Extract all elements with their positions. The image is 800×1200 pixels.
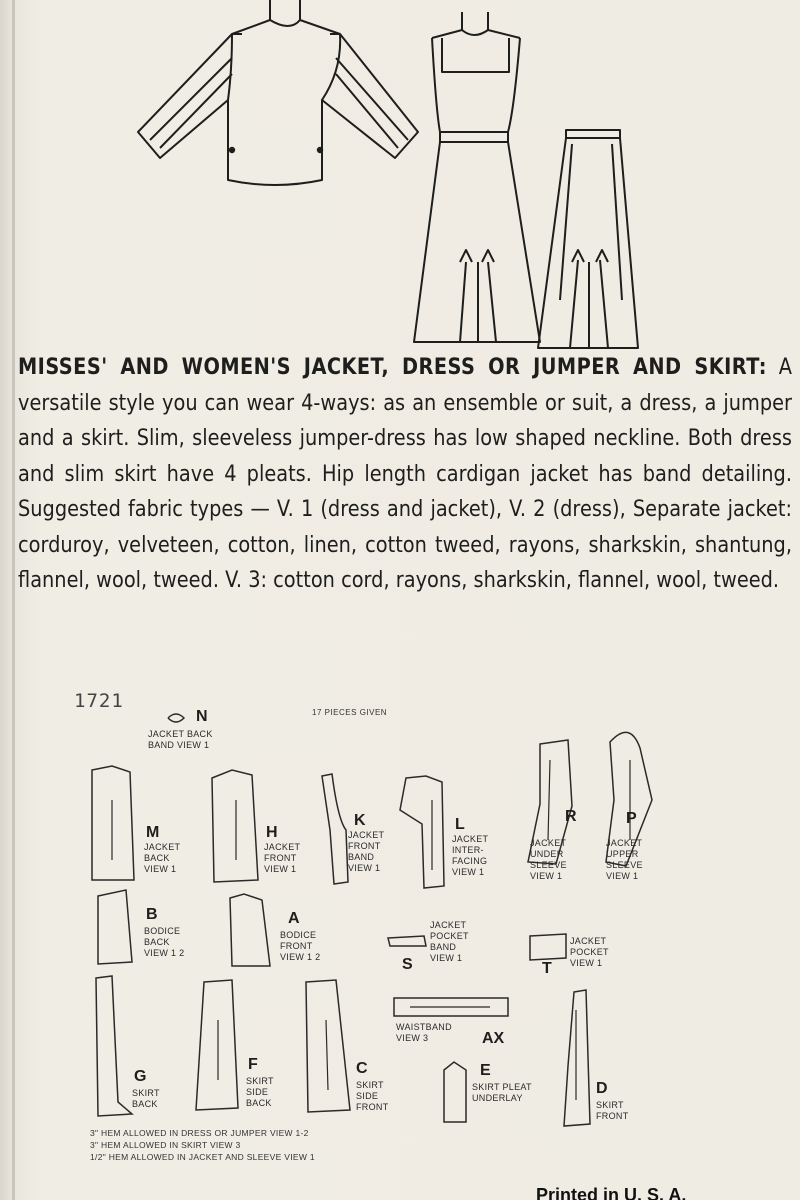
- piece-letter-p: P: [626, 810, 637, 827]
- piece-s-shape: [388, 936, 426, 946]
- piece-letter-f: F: [248, 1056, 258, 1073]
- piece-letter-ax: AX: [482, 1030, 505, 1047]
- piece-letter-m: M: [146, 824, 160, 841]
- piece-letter-l: L: [455, 816, 465, 833]
- piece-caption-c: SKIRT SIDE FRONT: [356, 1080, 389, 1112]
- piece-letter-s: S: [402, 956, 413, 973]
- hem-notes: [90, 1127, 315, 1163]
- piece-letter-g: G: [134, 1068, 147, 1085]
- pattern-description: [18, 350, 792, 599]
- piece-b-shape: [98, 890, 132, 964]
- piece-f-shape: [196, 980, 238, 1110]
- piece-caption-s: JACKET POCKET BAND VIEW 1: [430, 920, 469, 963]
- hem-note: 3" HEM ALLOWED IN SKIRT VIEW 3: [90, 1140, 241, 1150]
- piece-d-shape: [564, 990, 590, 1126]
- piece-caption-m: JACKET BACK VIEW 1: [144, 842, 181, 874]
- piece-caption-k: JACKET FRONT BAND VIEW 1: [348, 830, 385, 873]
- printed-in-footer: Printed in U. S. A.: [536, 1185, 687, 1200]
- piece-caption-p: JACKET UPPER SLEEVE VIEW 1: [606, 838, 643, 881]
- piece-l-shape: [400, 776, 444, 888]
- jacket-back-drawing: [138, 0, 418, 185]
- description-body: A versatile style you can wear 4-ways: as an ensemble or suit, a dress, a jumper and a skirt. Slim, sleeveless jumper-dress has low shaped neckline. Both dress and slim skirt have 4 pleats. Hip length cardigan jacket has band detailing. Suggested fabric types — V. 1 (dress and jacket), V. 2 (dress), Separate jacket: corduroy, velveteen, cotton, linen, cotton tweed, rayons, sharkskin, shantung, flannel, wool, tweed. V. 3: cotton cord, rayons, sharkskin, flannel, wool, tweed.: [18, 354, 793, 593]
- hem-note: 3" HEM ALLOWED IN DRESS OR JUMPER VIEW 1-2: [90, 1128, 309, 1138]
- piece-letter-n: N: [196, 708, 208, 725]
- garment-illustrations: [0, 0, 800, 360]
- piece-e-shape: [444, 1062, 466, 1122]
- piece-n-shape: [168, 714, 184, 722]
- piece-caption-ax: WAISTBAND VIEW 3: [396, 1022, 452, 1043]
- piece-caption-n: JACKET BACK BAND VIEW 1: [148, 729, 213, 750]
- piece-caption-g: SKIRT BACK: [132, 1088, 160, 1109]
- piece-letter-t: T: [542, 960, 552, 977]
- piece-caption-t: JACKET POCKET VIEW 1: [570, 936, 609, 968]
- pattern-piece-diagram: [0, 700, 800, 1180]
- piece-h-shape: [212, 770, 258, 882]
- skirt-drawing: [538, 130, 638, 348]
- piece-letter-h: H: [266, 824, 278, 841]
- pieces-given-count: 17 PIECES GIVEN: [312, 708, 388, 717]
- piece-caption-e: SKIRT PLEAT UNDERLAY: [472, 1082, 532, 1103]
- piece-letter-k: K: [354, 812, 366, 829]
- piece-letter-e: E: [480, 1062, 491, 1079]
- piece-caption-l: JACKET INTER-FACING VIEW 1: [452, 834, 489, 877]
- piece-m-shape: [92, 766, 134, 880]
- description-heading: MISSES' AND WOMEN'S JACKET, DRESS OR JUMPER AND SKIRT:: [18, 354, 767, 380]
- piece-caption-d: SKIRT FRONT: [596, 1100, 629, 1121]
- piece-c-shape: [306, 980, 350, 1112]
- piece-caption-b: BODICE BACK VIEW 1 2: [144, 926, 185, 958]
- piece-letter-d: D: [596, 1080, 608, 1097]
- piece-caption-f: SKIRT SIDE BACK: [246, 1076, 274, 1108]
- piece-caption-h: JACKET FRONT VIEW 1: [264, 842, 301, 874]
- piece-letter-b: B: [146, 906, 158, 923]
- hem-note: 1/2" HEM ALLOWED IN JACKET AND SLEEVE VIEW 1: [90, 1152, 315, 1162]
- piece-a-shape: [230, 894, 270, 966]
- piece-g-shape: [96, 976, 132, 1116]
- piece-caption-r: JACKET UNDER SLEEVE VIEW 1: [530, 838, 567, 881]
- piece-letter-a: A: [288, 910, 300, 927]
- piece-k-shape: [322, 774, 348, 884]
- piece-letter-c: C: [356, 1060, 368, 1077]
- jumper-dress-drawing: [414, 12, 540, 342]
- piece-caption-a: BODICE FRONT VIEW 1 2: [280, 930, 321, 962]
- pattern-number: 1721: [74, 690, 124, 712]
- piece-t-shape: [530, 934, 566, 960]
- piece-letter-r: R: [565, 808, 577, 825]
